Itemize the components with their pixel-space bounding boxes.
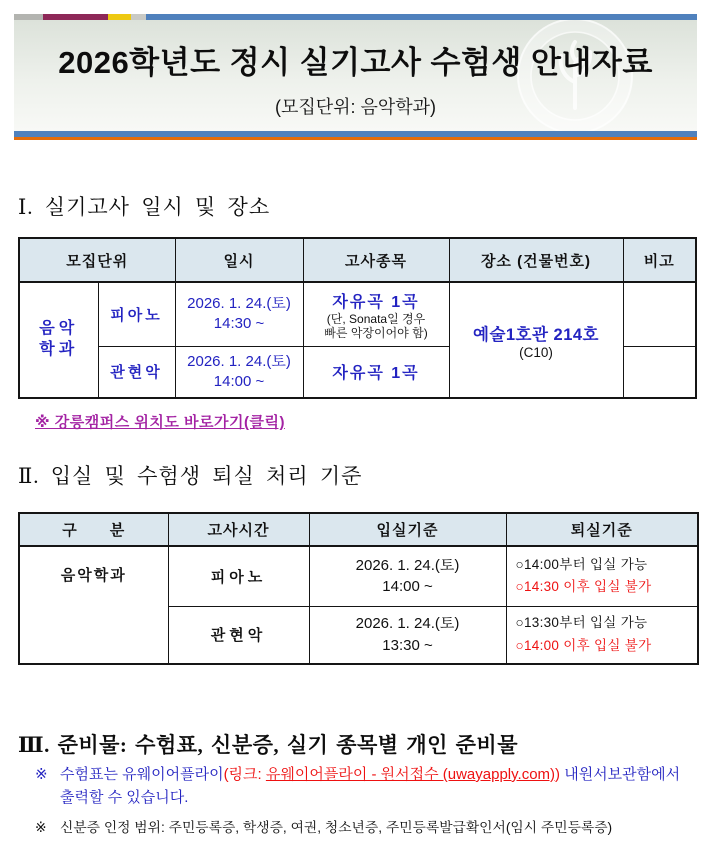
document-title: 2026학년도 정시 실기고사 수험생 안내자료 <box>58 45 653 80</box>
col-header-category: 구 분 <box>19 513 168 546</box>
date-line: 2026. 1. 24.(토) <box>355 556 460 574</box>
time-line: 13:30 ~ <box>382 636 433 654</box>
exit-rule-cell <box>506 546 698 606</box>
note-exam-ticket <box>35 763 700 810</box>
entry-allowed-line: ○14:00부터 입실 가능 <box>515 556 648 572</box>
exam-schedule-table <box>18 237 697 399</box>
note-text <box>60 763 700 810</box>
col-header-entry-standard: 입실기준 <box>309 513 506 546</box>
venue-name: 예술1호관 214호 <box>473 325 599 344</box>
col-header-subject: 고사종목 <box>303 238 449 282</box>
time-line: 14:30 ~ <box>213 315 265 333</box>
document-header <box>14 20 697 131</box>
uwayapply-link[interactable]: 유웨이어플라이 - 원서접수 (uwayapply.com) <box>265 766 556 783</box>
note-marker: ※ <box>35 820 47 835</box>
section1-heading: Ⅰ. 실기고사 일시 및 장소 <box>18 195 271 219</box>
time-line: 14:00 ~ <box>213 372 265 390</box>
header-rule-orange <box>14 137 697 140</box>
note-marker: ※ <box>35 766 48 783</box>
note-id-requirements <box>35 817 612 838</box>
time-line: 14:00 ~ <box>382 578 433 596</box>
col-header-remark: 비고 <box>623 238 696 282</box>
unit-line1: 음악 <box>39 320 79 338</box>
document-subtitle: (모집단위: 음악학과) <box>274 97 437 117</box>
date-line: 2026. 1. 24.(토) <box>187 295 291 313</box>
subject-cell: 자유곡 1곡 <box>303 346 449 398</box>
instrument-cell-orchestra: 관현악 <box>98 346 175 398</box>
entry-time-cell <box>309 606 506 664</box>
section2-heading: Ⅱ. 입실 및 수험생 퇴실 처리 기준 <box>18 464 363 488</box>
entry-time-cell <box>309 546 506 606</box>
section3-heading: Ⅲ. 준비물: 수험표, 신분증, 실기 종목별 개인 준비물 <box>18 733 518 757</box>
datetime-cell <box>175 282 303 346</box>
entry-exit-table <box>18 512 699 665</box>
unit-line2: 학과 <box>39 341 79 358</box>
venue-cell <box>449 282 623 398</box>
venue-building-code: (C10) <box>519 344 553 360</box>
unit-cell <box>19 282 98 398</box>
remark-cell <box>623 282 696 346</box>
col-header-datetime: 일시 <box>175 238 303 282</box>
instrument-cell-orchestra: 관현악 <box>168 606 309 664</box>
entry-denied-line: ○14:30 이후 입실 불가 <box>515 579 652 595</box>
note-text-red: ) <box>555 766 561 783</box>
entry-denied-line: ○14:00 이후 입실 불가 <box>515 637 652 653</box>
note-text-blue: 수험표는 유웨이어플라이 <box>60 766 224 783</box>
col-header-venue: 장소 (건물번호) <box>449 238 623 282</box>
exit-rule-cell <box>506 606 698 664</box>
piece-label: 자유곡 1곡 <box>332 293 420 311</box>
piece-note-line1: (단, Sonata일 경우 <box>326 311 426 326</box>
subject-cell <box>303 282 449 346</box>
note-text: 신분증 인정 범위: 주민등록증, 학생증, 여권, 청소년증, 주민등록발급확인서(임시 주민등록증) <box>60 820 613 835</box>
date-line: 2026. 1. 24.(토) <box>187 352 291 370</box>
col-header-exit-standard: 퇴실기준 <box>506 513 698 546</box>
date-line: 2026. 1. 24.(토) <box>355 615 460 632</box>
entry-allowed-line: ○13:30부터 입실 가능 <box>515 615 648 631</box>
instrument-cell-piano: 피아노 <box>98 282 175 346</box>
col-header-exam-time: 고사시간 <box>168 513 309 546</box>
note-text-blue: 내원서보관함에서 출력할 수 있습니다. <box>60 766 681 807</box>
note-text-red: (링크: <box>223 766 266 783</box>
campus-map-link[interactable]: ※ 강릉캠퍼스 위치도 바로가기(클릭) <box>35 414 285 431</box>
piece-note-line2: 빠른 악장이어야 함) <box>324 325 428 340</box>
datetime-cell <box>175 346 303 398</box>
department-cell: 음악학과 <box>19 546 168 664</box>
remark-cell <box>623 346 696 398</box>
col-header-unit: 모집단위 <box>19 238 175 282</box>
instrument-cell-piano: 피아노 <box>168 546 309 606</box>
